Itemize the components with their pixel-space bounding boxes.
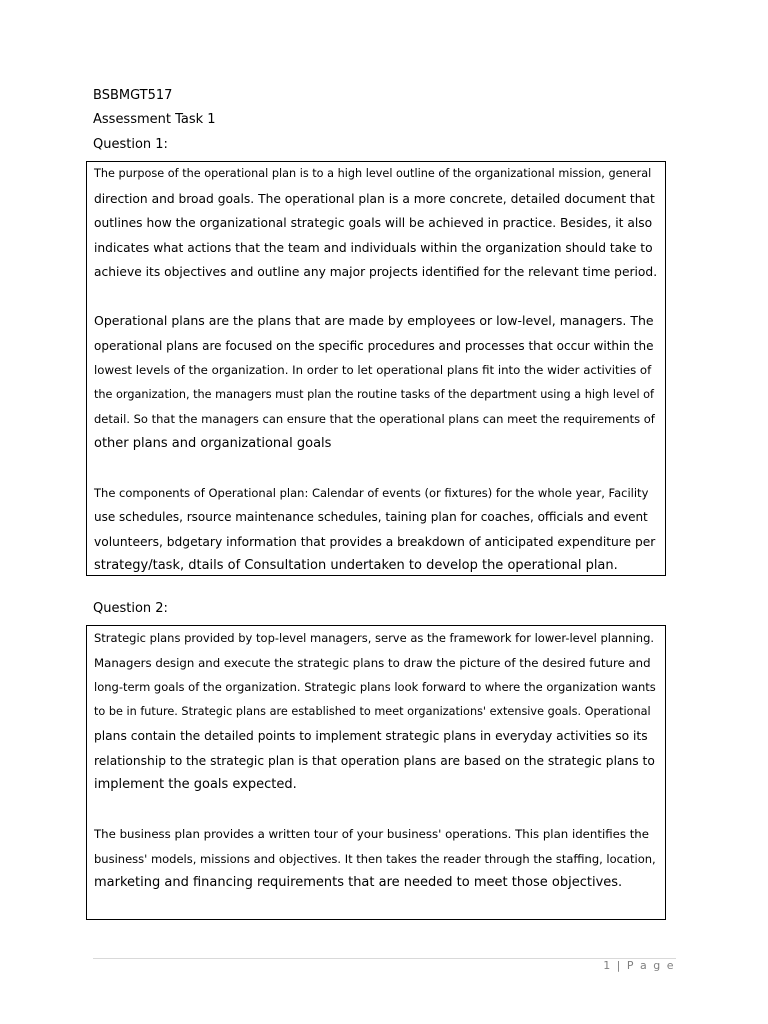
paragraph-gap bbox=[94, 456, 658, 481]
answer-line: The purpose of the operational plan is to a high level outline of the organizational mission, general bbox=[94, 167, 652, 180]
paragraph-gap bbox=[94, 798, 658, 823]
answer-line: Operational plans are the plans that are made by employees or low-level, managers. The bbox=[94, 313, 654, 328]
answer-line: business' models, missions and objectives. It then takes the reader through the staffing, location, bbox=[94, 851, 656, 866]
question-1-label: Question 1: bbox=[93, 137, 168, 152]
answer-line: strategy/task, dtails of Consultation undertaken to develop the operational plan. bbox=[94, 558, 618, 573]
answer-line: to be in future. Strategic plans are established to meet organizations' extensive goals. Operational bbox=[94, 704, 651, 718]
answer-line: the organization, the managers must plan the routine tasks of the department using a high level of bbox=[94, 387, 654, 401]
question-2-answer-box bbox=[86, 625, 666, 920]
answer-line: implement the goals expected. bbox=[94, 777, 297, 792]
answer-line: Strategic plans provided by top-level managers, serve as the framework for lower-level planning. bbox=[94, 631, 655, 645]
answer-line: use schedules, rsource maintenance schedules, taining plan for coaches, officials and event bbox=[94, 510, 648, 524]
answer-line: The business plan provides a written tour of your business' operations. This plan identifies the bbox=[94, 827, 649, 841]
answer-line: marketing and financing requirements that are needed to meet those objectives. bbox=[94, 875, 623, 890]
answer-line: plans contain the detailed points to implement strategic plans in everyday activities so its bbox=[94, 729, 648, 743]
answer-line: achieve its objectives and outline any major projects identified for the relevant time period. bbox=[94, 265, 658, 279]
answer-line: lowest levels of the organization. In order to let operational plans fit into the wider activities of bbox=[94, 363, 652, 377]
page-number: 1 | P a g e bbox=[603, 959, 675, 972]
question-1-answer-box bbox=[86, 161, 666, 576]
task-title: Assessment Task 1 bbox=[93, 112, 216, 127]
answer-line: Managers design and execute the strategic plans to draw the picture of the desired future and bbox=[94, 655, 651, 670]
answer-line: indicates what actions that the team and individuals within the organization should take to bbox=[94, 240, 653, 255]
answer-line: relationship to the strategic plan is that operation plans are based on the strategic plans to bbox=[94, 753, 655, 768]
question-2-label: Question 2: bbox=[93, 601, 168, 616]
paragraph-gap bbox=[94, 285, 658, 310]
footer-divider bbox=[93, 958, 676, 959]
answer-line: operational plans are focused on the specific procedures and processes that occur within the bbox=[94, 338, 654, 353]
answer-line: detail. So that the managers can ensure that the operational plans can meet the requirements of bbox=[94, 412, 655, 426]
answer-line: volunteers, bdgetary information that provides a breakdown of anticipated expenditure per bbox=[94, 534, 656, 549]
answer-line: outlines how the organizational strategic goals will be achieved in practice. Besides, it also bbox=[94, 216, 653, 230]
answer-line: long-term goals of the organization. Strategic plans look forward to where the organization wants bbox=[94, 680, 656, 694]
course-code: BSBMGT517 bbox=[93, 88, 173, 103]
answer-line: other plans and organizational goals bbox=[94, 435, 332, 451]
answer-line: The components of Operational plan: Calendar of events (or fixtures) for the whole year, Facility bbox=[94, 485, 649, 500]
answer-line: direction and broad goals. The operational plan is a more concrete, detailed document that bbox=[94, 191, 655, 206]
